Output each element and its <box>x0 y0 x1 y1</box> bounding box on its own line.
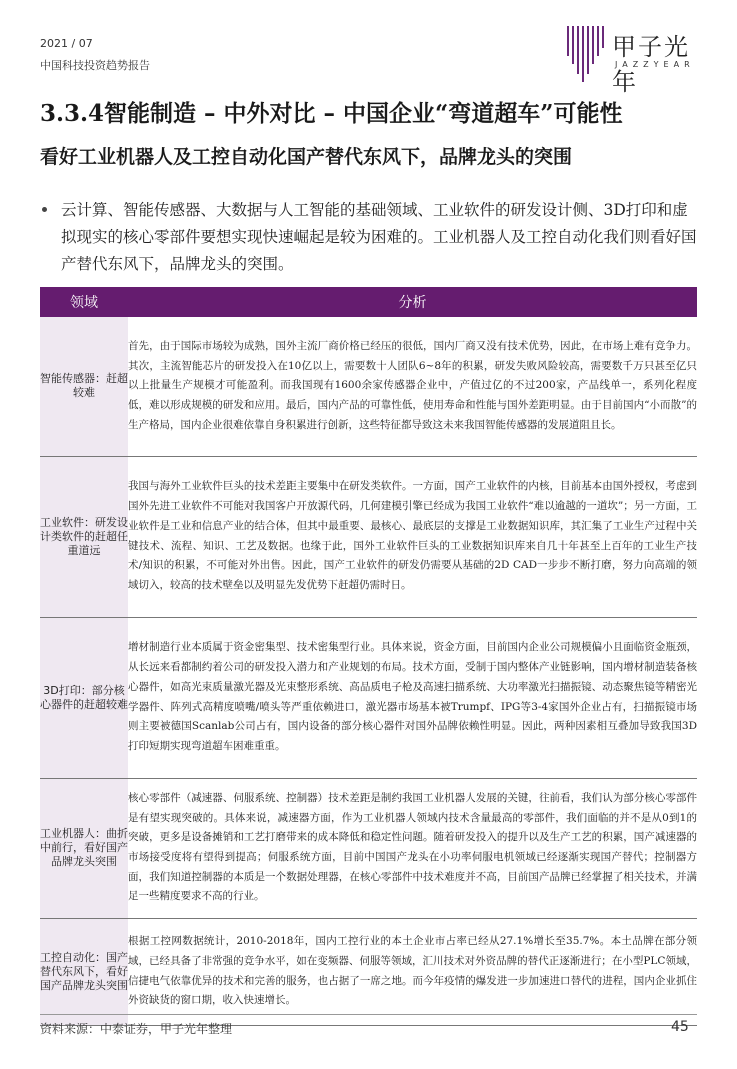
domain-cell: 工控自动化：国产替代东风下，看好国产品牌龙头突围 <box>40 918 128 1025</box>
report-name: 中国科技投资趋势报告 <box>40 59 150 72</box>
summary-bullet: 云计算、智能传感器、大数据与人工智能的基础领域、工业软件的研发设计侧、3D打印和虚拟现实的核心零部件要想实现快速崛起是较为困难的。工业机器人及工控自动化我们则看好国产替代东风下，品牌龙头的突围。 <box>61 201 697 273</box>
report-date: 2021 / 07 <box>40 37 93 50</box>
analysis-cell: 首先，由于国际市场较为成熟，国外主流厂商价格已经压的很低，国内厂商又没有技术优势，因此，在市场上难有竞争力。其次，主流智能芯片的研发投入在10亿以上，需要数十人团队6~8年的积累，研发失败风险较高，需要数千万只甚至亿只以上批量生产规模才可能盈利。而我国现有1600余家传感器企业中，产值过亿的不过200家，产品线单一，系列化程度低，难以形成规模的研发和应用。最后，国内产品的可靠性低，使用寿命和性能与国外差距明显。由于目前国内“小而散”的生产格局，国内企业很难依靠自身积累进行创新，这些特征都导致这未来我国智能传感器的发展道阻且长。 <box>128 317 697 456</box>
domain-cell: 工业软件：研发设计类软件的赶超任重道远 <box>40 456 128 617</box>
table-row <box>40 317 697 456</box>
domain-cell: 工业机器人：曲折中前行，看好国产品牌龙头突围 <box>40 778 128 918</box>
source-note: 资料来源：中泰证券，甲子光年整理 <box>40 1022 233 1036</box>
comparison-table <box>40 287 697 1026</box>
domain-cell: 3D打印：部分核心器件的赶超较难 <box>40 617 128 778</box>
analysis-cell: 核心零部件（减速器、伺服系统、控制器）技术差距是制约我国工业机器人发展的关键，往前看，我们认为部分核心零部件是有望实现突破的。具体来说，减速器方面，作为工业机器人领域内技术含量最高的零部件，我们面临的并不是从0到1的突破，更多是设备摊销和工艺打磨带来的成本降低和稳定性问题。随着研发投入的提升以及生产工艺的积累，国产减速器的市场接受度将有望得到提高；伺服系统方面，目前中国国产龙头在小功率伺服电机领域已经逐渐实现国产替代；控制器方面，我们知道控制器的本质是一个数据处理器，在核心零部件中技术难度并不高，目前国产品牌已经掌握了相关技术，并满足一些精度要求不高的行业。 <box>128 778 697 918</box>
logo-english-name: JAZZYEAR <box>615 60 695 69</box>
analysis-cell: 我国与海外工业软件巨头的技术差距主要集中在研发类软件。一方面，国产工业软件的内核，目前基本由国外授权，考虑到国外先进工业软件不可能对我国客户开放源代码，几何建模引擎已经成为我国工业软件“难以逾越的一道坎”；另一方面，工业软件是工业和信息产业的结合体，但其中最重要、最核心、最底层的支撑是工业数据知识库，其汇集了工业生产过程中关键技术、流程、知识、工艺及数据。也缘于此，国外工业软件巨头的工业数据知识库来自几十年甚至上百年的工业生产技术/知识的积累，不可能对外出售。因此，国产工业软件的研发仍需要从基础的2D CAD一步步不断打磨，努力向高端的领域切入，较高的技术壁垒以及明显先发优势下赶超仍需时日。 <box>128 456 697 617</box>
header-domain: 领域 <box>40 287 128 317</box>
header-analysis: 分析 <box>128 287 697 317</box>
table-row <box>40 778 697 918</box>
analysis-cell: 增材制造行业本质属于资金密集型、技术密集型行业。具体来说，资金方面，目前国内企业公司规模偏小且面临资金瓶颈，从长远来看都制约着公司的研发投入潜力和产业规划的布局。技术方面，受制于国内整体产业链影响，国内增材制造装备核心器件，如高光束质量激光器及光束整形系统、高品质电子枪及高速扫描系统、大功率激光扫描振镜、动态聚焦镜等精密光学器件、阵列式高精度喷嘴/喷头等严重依赖进口，激光器市场基本被Trumpf、IPG等3-4家国外企业占有，扫描振镜市场则主要被德国Scanlab公司占有，国内设备的部分核心器件对国外品牌依赖性明显。因此，两种因素相互叠加导致我国3D打印短期实现弯道超车困难重重。 <box>128 617 697 778</box>
table-row <box>40 456 697 617</box>
page-number: 45 <box>671 1019 689 1035</box>
table-header-row <box>40 287 697 317</box>
table-row <box>40 617 697 778</box>
table-row <box>40 918 697 1025</box>
page-title: 3.3.4智能制造 – 中外对比 – 中国企业“弯道超车”可能性 <box>40 100 623 127</box>
logo-bars-icon <box>566 24 610 82</box>
jazzyear-logo <box>566 24 706 96</box>
domain-cell: 智能传感器：赶超较难 <box>40 317 128 456</box>
analysis-cell: 根据工控网数据统计，2010-2018年，国内工控行业的本土企业市占率已经从27.1%增长至35.7%。本土品牌在部分领域，已经具备了非常强的竞争水平，如在变频器、伺服等领域，汇川技术对外资品牌的替代正逐渐进行；在小型PLC领域，信捷电气依靠优异的技术和完善的服务，也占据了一席之地。而今年疫情的爆发进一步加速进口替代的进程，国内企业抓住外资缺货的窗口期，收入快速增长。 <box>128 918 697 1025</box>
footer-divider <box>40 1014 697 1015</box>
bullet-marker <box>42 207 47 212</box>
logo-chinese-name: 甲子光年 <box>612 33 690 96</box>
page-subtitle: 看好工业机器人及工控自动化国产替代东风下，品牌龙头的突围 <box>40 146 573 168</box>
